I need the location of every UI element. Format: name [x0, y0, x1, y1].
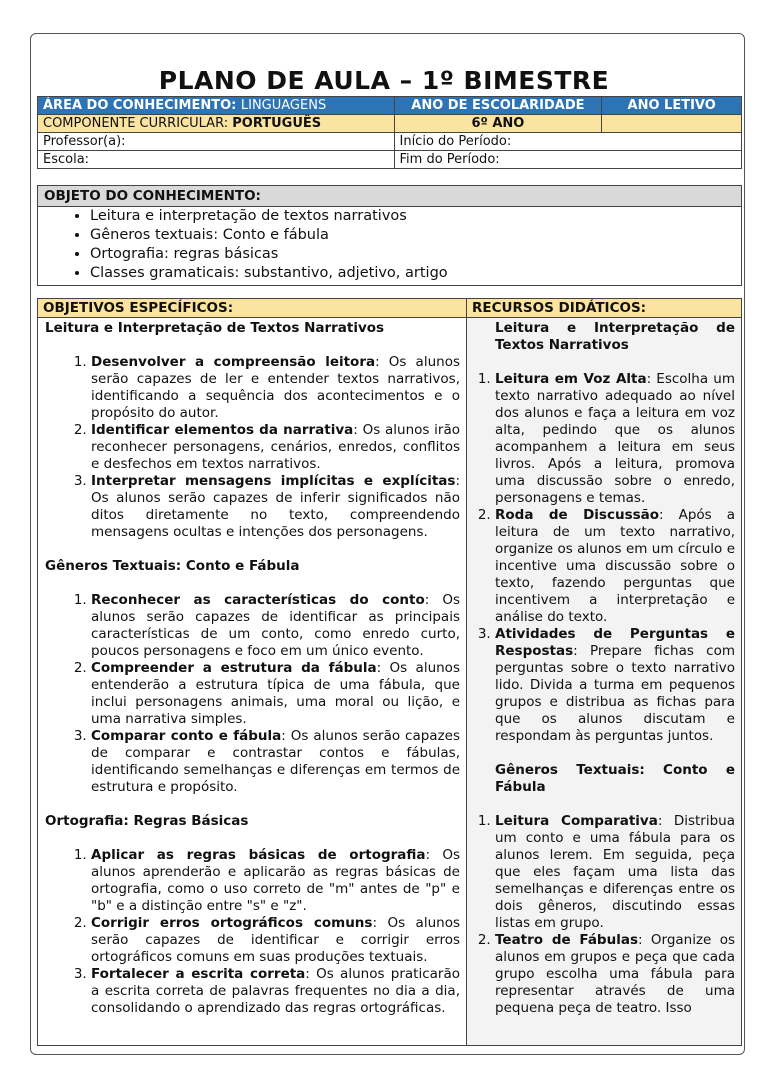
- list-item: 3. Interpretar mensagens implícitas e explícitas: Os alunos serão capazes de inferir significados não ditos diretamente no texto, compreendendo mensagens ocultas e intenções dos personagens.: [91, 473, 460, 541]
- objeto-list: [38, 207, 741, 283]
- objetivos-sec2-title: Gêneros Textuais: Conto e Fábula: [45, 558, 300, 574]
- area-value: LINGUAGENS: [240, 98, 327, 113]
- componente-label: COMPONENTE CURRICULAR:: [43, 116, 229, 131]
- area-label: ÁREA DO CONHECIMENTO:: [43, 98, 237, 113]
- objetivos-sec1-title: Leitura e Interpretação de Textos Narrativos: [45, 320, 385, 336]
- objeto-box: [37, 185, 742, 286]
- list-item: 1. Leitura Comparativa: Distribua um conto e uma fábula para os alunos lerem. Em seguida, peça que eles façam uma lista das semelhanças e diferenças entre os dois gêneros, discutindo essas listas em grupo.: [495, 813, 735, 932]
- page-title: PLANO DE AULA – 1º BIMESTRE: [158, 66, 610, 95]
- objeto-item: • Leitura e interpretação de textos narrativos: [90, 207, 741, 226]
- escola-label: Escola:: [38, 151, 395, 169]
- objetivos-sec3-title: Ortografia: Regras Básicas: [45, 813, 249, 829]
- recursos-sec2-list: [471, 813, 735, 1017]
- ano-value: 6º ANO: [394, 115, 602, 133]
- list-item: 2. Identificar elementos da narrativa: Os alunos irão reconhecer personagens, cenários, enredos, conflitos e desfechos em textos narrativos.: [91, 422, 460, 473]
- componente-value: PORTUGUÊS: [232, 116, 322, 131]
- list-item: 2. Compreender a estrutura da fábula: Os alunos entenderão a estrutura típica de uma fábula, que inclui personagens animais, uma moral ou lição, e uma narrativa simples.: [91, 660, 460, 728]
- objeto-item: • Classes gramaticais: substantivo, adjetivo, artigo: [90, 264, 741, 283]
- list-item: 1. Leitura em Voz Alta: Escolha um texto narrativo adequado ao nível dos alunos e faça a leitura em voz alta, pedindo que os alunos acompanhem a leitura em seus livros. Após a leitura, promova uma discussão sobre o enredo, personagens e temas.: [495, 371, 735, 507]
- objeto-item: • Gêneros textuais: Conto e fábula: [90, 226, 741, 245]
- recursos-sec1-list: [471, 371, 735, 745]
- list-item: 2. Corrigir erros ortográficos comuns: Os alunos serão capazes de identificar e corrigir erros ortográficos comuns em suas produções textuais.: [91, 915, 460, 966]
- objetivos-heading: OBJETIVOS ESPECÍFICOS:: [38, 299, 466, 318]
- header-table: [37, 96, 742, 169]
- ano-escolaridade-label: ANO DE ESCOLARIDADE: [394, 97, 602, 115]
- objeto-heading: OBJETO DO CONHECIMENTO:: [38, 186, 741, 207]
- recursos-column: [467, 299, 741, 1045]
- objetivos-column: [38, 299, 467, 1045]
- list-item: 3. Comparar conto e fábula: Os alunos serão capazes de comparar e contrastar contos e fábulas, identificando semelhanças e diferenças em termos de estrutura e propósito.: [91, 728, 460, 796]
- list-item: 1. Desenvolver a compreensão leitora: Os alunos serão capazes de ler e entender textos narrativos, identificando a sequência dos acontecimentos e o propósito do autor.: [91, 354, 460, 422]
- list-item: 2. Roda de Discussão: Após a leitura de um texto narrativo, organize os alunos em um círculo e incentive uma discussão sobre o texto, fazendo perguntas que incentivem a interpretação e análise do texto.: [495, 507, 735, 626]
- list-item: 3. Atividades de Perguntas e Respostas: Prepare fichas com perguntas sobre o texto narrativo lido. Divida a turma em pequenos grupos e distribua as fichas para que os alunos discutam e respondam às perguntas juntos.: [495, 626, 735, 745]
- ano-letivo-value: [602, 115, 742, 133]
- objeto-item: • Ortografia: regras básicas: [90, 245, 741, 264]
- objetivos-sec2-list: [45, 592, 460, 796]
- ano-letivo-label: ANO LETIVO: [602, 97, 742, 115]
- area-cell: [38, 97, 395, 115]
- recursos-heading: RECURSOS DIDÁTICOS:: [467, 299, 741, 318]
- recursos-sec2-title: Gêneros Textuais: Conto e Fábula: [495, 762, 735, 795]
- fim-label: Fim do Período:: [394, 151, 742, 169]
- professor-label: Professor(a):: [38, 133, 395, 151]
- list-item: 2. Teatro de Fábulas: Organize os alunos em grupos e peça que cada grupo escolha uma fábula para representar através de uma pequena peça de teatro. Isso: [495, 932, 735, 1017]
- list-item: 1. Aplicar as regras básicas de ortografia: Os alunos aprenderão e aplicarão as regras básicas de ortografia, como o uso correto de "m" antes de "p" e "b" e a distinção entre "s" e "z".: [91, 847, 460, 915]
- objetivos-sec1-list: [45, 354, 460, 541]
- list-item: 3. Fortalecer a escrita correta: Os alunos praticarão a escrita correta de palavras frequentes no dia a dia, consolidando o aprendizado das regras ortográficas.: [91, 966, 460, 1017]
- inicio-label: Início do Período:: [394, 133, 742, 151]
- objetivos-sec3-list: [45, 847, 460, 1017]
- list-item: 1. Reconhecer as características do conto: Os alunos serão capazes de identificar as principais características de um conto, como enredo curto, poucos personagens e foco em um único evento.: [91, 592, 460, 660]
- objetivos-recursos-table: [37, 298, 742, 1046]
- recursos-sec1-title: Leitura e Interpretação de Textos Narrativos: [495, 320, 735, 353]
- componente-cell: [38, 115, 395, 133]
